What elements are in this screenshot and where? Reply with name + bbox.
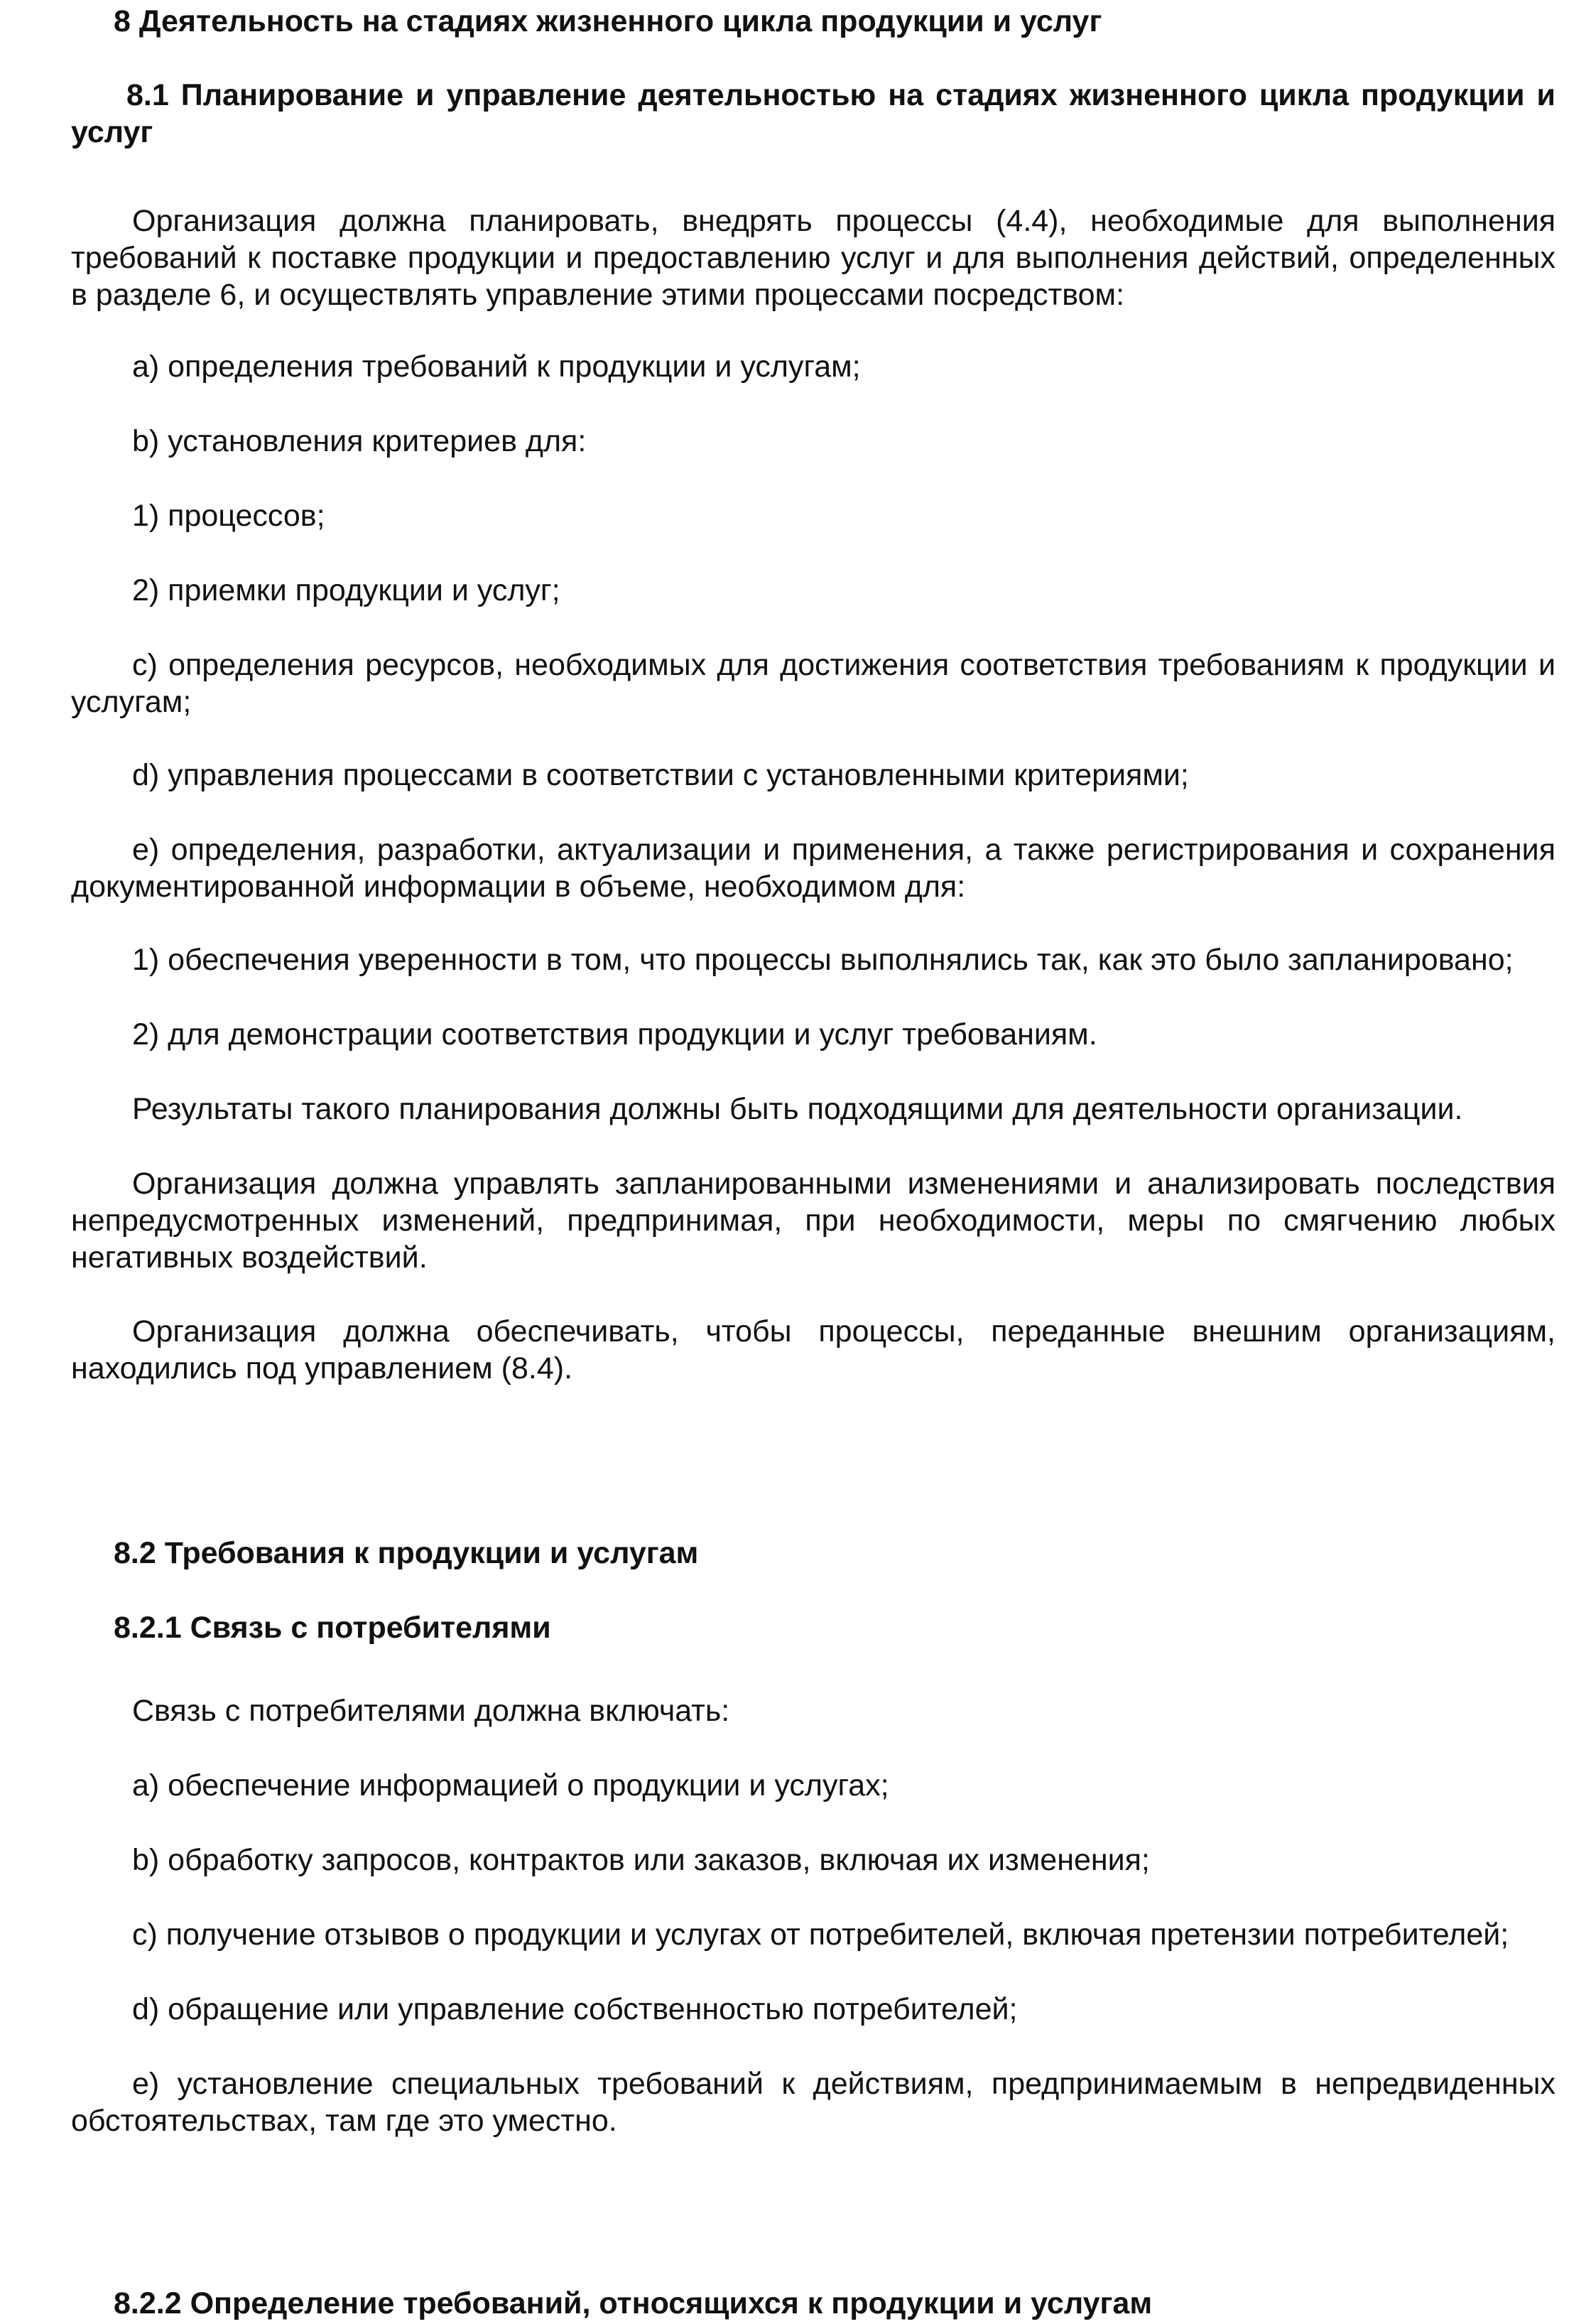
list-item-a: a) определения требований к продукции и услугам; <box>132 350 861 384</box>
customer-communication-intro: Связь с потребителями должна включать: <box>132 1694 730 1728</box>
section-8-2-1-heading: 8.2.1 Связь с потребителями <box>114 1611 551 1645</box>
section-8-2-2-heading: 8.2.2 Определение требований, относящихся к продукции и услугам <box>114 2286 1153 2320</box>
list-item-c: c) определения ресурсов, необходимых для достижения соответствия требованиям к продукции и услугам; <box>71 648 1555 719</box>
communication-item-a: a) обеспечение информацией о продукции и услугах; <box>132 1768 889 1803</box>
list-item-e-2: 2) для демонстрации соответствия продукции и услуг требованиям. <box>132 1017 1097 1052</box>
changes-paragraph: Организация должна управлять запланированными изменениями и анализировать последствия непредусмотренных изменений, предпринимая, при необходимости, меры по смягчению любых негативных воздействий. <box>71 1167 1555 1275</box>
communication-item-b: b) обработку запросов, контрактов или заказов, включая их изменения; <box>132 1843 1150 1877</box>
section-8-heading: 8 Деятельность на стадиях жизненного цикла продукции и услуг <box>114 4 1102 38</box>
outsourced-paragraph: Организация должна обеспечивать, чтобы процессы, переданные внешним организациям, находились под управлением (8.4). <box>71 1314 1555 1385</box>
results-paragraph: Результаты такого планирования должны быть подходящими для деятельности организации. <box>132 1092 1463 1126</box>
communication-item-e: e) установление специальных требований к действиям, предпринимаемым в непредвиденных обстоятельствах, там где это уместно. <box>71 2067 1555 2138</box>
section-8-2-heading: 8.2 Требования к продукции и услугам <box>114 1536 699 1570</box>
list-item-b: b) установления критериев для: <box>132 424 587 458</box>
list-item-d: d) управления процессами в соответствии с установленными критериями; <box>132 758 1189 792</box>
list-item-b-2: 2) приемки продукции и услуг; <box>132 573 560 607</box>
list-item-e: e) определения, разработки, актуализации и применения, а также регистрирования и сохранения документированной информации в объеме, необходимом для: <box>71 833 1555 904</box>
communication-item-c: c) получение отзывов о продукции и услугах от потребителей, включая претензии потребителей; <box>132 1918 1509 1952</box>
section-8-1-intro-paragraph: Организация должна планировать, внедрять процессы (4.4), необходимые для выполнения требований к поставке продукции и предоставлению услуг и для выполнения действий, определенных в разделе 6, и осуществлять управление этими процессами посредством: <box>71 204 1555 312</box>
list-item-e-1: 1) обеспечения уверенности в том, что процессы выполнялись так, как это было запланировано; <box>132 943 1514 977</box>
communication-item-d: d) обращение или управление собственностью потребителей; <box>132 1992 1018 2026</box>
list-item-b-1: 1) процессов; <box>132 499 325 533</box>
section-8-1-heading: 8.1 Планирование и управление деятельностью на стадиях жизненного цикла продукции и услуг <box>71 78 1555 149</box>
